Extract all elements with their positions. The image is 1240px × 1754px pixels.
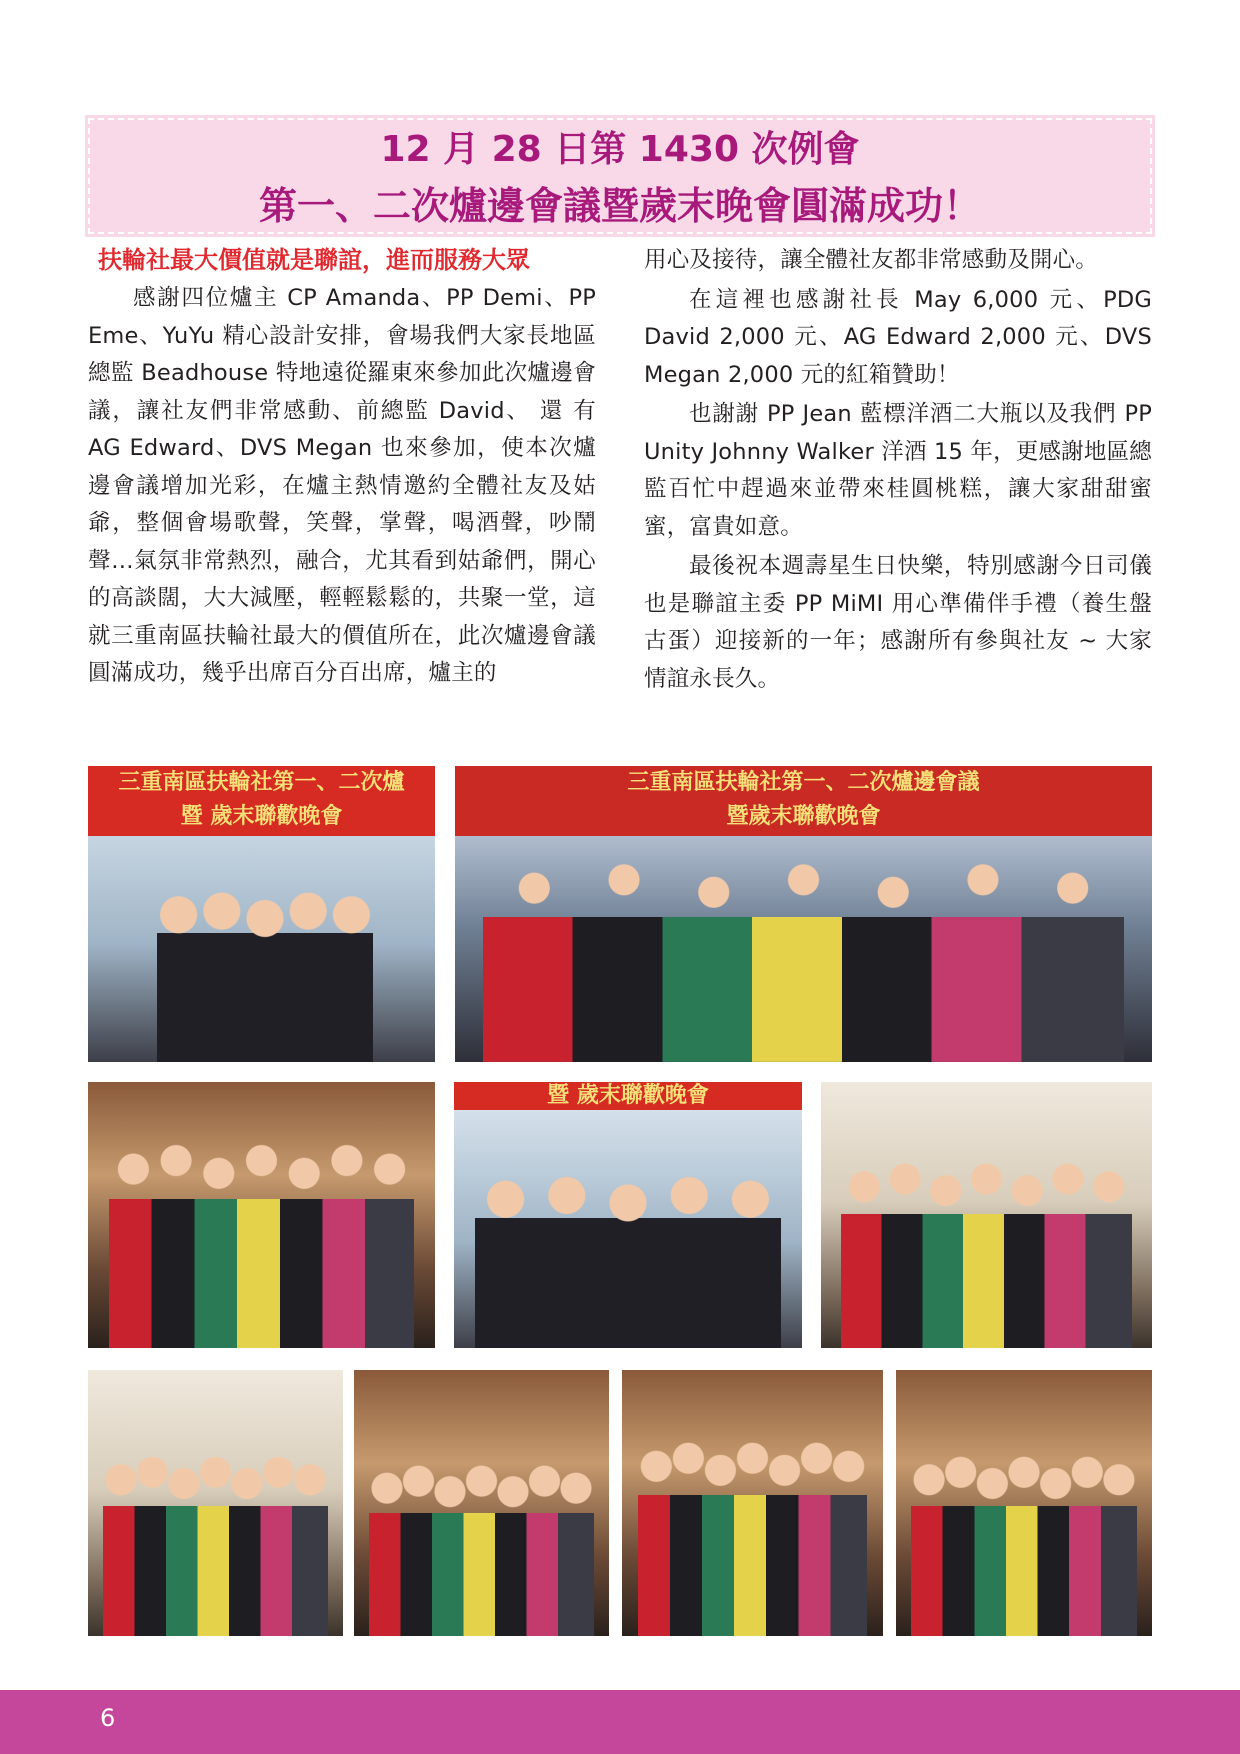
photo-people xyxy=(109,1135,414,1348)
photo-people xyxy=(103,1450,327,1636)
photo-people xyxy=(911,1450,1136,1636)
photo-people xyxy=(841,1156,1132,1348)
photo-banner: 三重南區扶輪社第一、二次爐 暨 歲末聯歡晚會 xyxy=(88,766,435,836)
section-subheading: 扶輪社最大價值就是聯誼，進而服務大眾 xyxy=(98,246,530,274)
title-banner xyxy=(88,118,1152,234)
photo-banner: 暨 歲末聯歡晚會 xyxy=(454,1082,802,1110)
photo-members-thumbs-up xyxy=(821,1082,1152,1348)
photo-people xyxy=(638,1434,868,1636)
photo-red-envelopes xyxy=(454,1082,802,1348)
photo-people xyxy=(475,1162,781,1348)
left-column xyxy=(88,242,596,693)
photo-heart-gesture xyxy=(896,1370,1152,1636)
photo-people xyxy=(483,855,1124,1062)
paragraph-sponsors: 在這裡也感謝社長 May 6,000 元、PDG David 2,000 元、AG Edward 2,000 元、DVS Megan 2,000 元的紅箱贊助！ xyxy=(644,286,1152,388)
photo-four-ladies xyxy=(622,1370,883,1636)
right-column xyxy=(644,242,1152,698)
page-number: 6 xyxy=(100,1704,116,1732)
photo-people xyxy=(369,1460,593,1636)
paragraph-continuation: 用心及接待，讓全體社友都非常感動及開心。 xyxy=(644,247,1099,273)
photo-table-dinner xyxy=(354,1370,609,1636)
footer-bar xyxy=(0,1690,1240,1754)
photo-ladies-group xyxy=(88,1082,435,1348)
page-title-line1: 12 月 28 日第 1430 次例會 xyxy=(380,129,860,170)
paragraph-thanks-hosts: 感謝四位爐主 CP Amanda、PP Demi、PP Eme、YuYu 精心設計安排，會場我們大家長地區總監 Beadhouse 特地遠從羅東來參加此次爐邊會議，讓社友們非常感動、前總監 David、 還 有 AG Edward、DVS Megan 也來參加，使本次爐邊會議增加光彩，在爐主熱情邀約全體社友及姑爺，整個會場歌聲，笑聲，掌聲，喝酒聲，吵鬧聲…氣氛非常熱烈，融合，尤其看到姑爺們，開心的高談闊，大大減壓，輕輕鬆鬆的，共聚一堂，這就三重南區扶輪社最大的價值所在，此次爐邊會議圓滿成功，幾乎出席百分百出席，爐主的 xyxy=(88,285,596,686)
page-title-line2: 第一、二次爐邊會議暨歲末晚會圓滿成功！ xyxy=(258,184,981,228)
photo-banner: 三重南區扶輪社第一、二次爐邊會議 暨歲末聯歡晚會 xyxy=(455,766,1152,836)
photo-hosts-on-stage xyxy=(88,766,435,1062)
photo-three-ladies xyxy=(88,1370,343,1636)
paragraph-closing: 最後祝本週壽星生日快樂，特別感謝今日司儀也是聯誼主委 PP MiMI 用心準備伴手禮（養生盤古蛋）迎接新的一年；感謝所有參與社友 ~ 大家情誼永長久。 xyxy=(644,553,1152,692)
photo-group-all-members xyxy=(455,766,1152,1062)
paragraph-liquor-gifts: 也謝謝 PP Jean 藍標洋酒二大瓶以及我們 PP Unity Johnny Walker 洋酒 15 年，更感謝地區總監百忙中趕過來並帶來桂圓桃糕，讓大家甜甜蜜蜜，富貴如意。 xyxy=(644,401,1152,540)
photo-people xyxy=(157,878,372,1062)
